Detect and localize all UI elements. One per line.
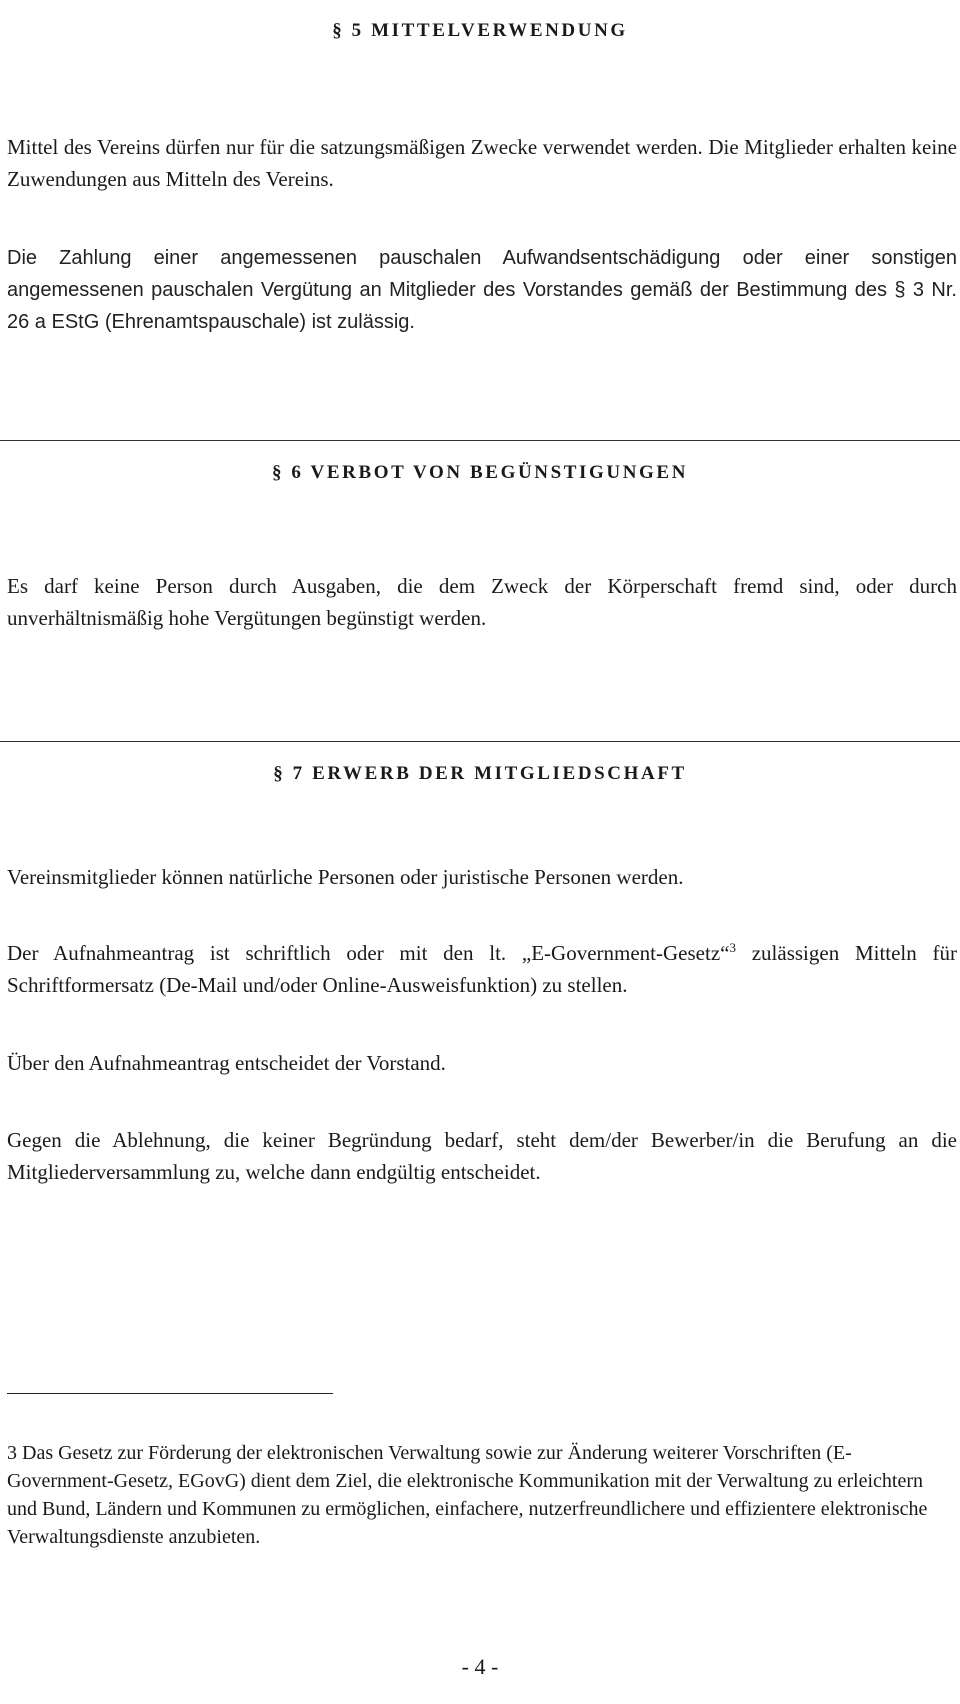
footnote-reference[interactable]: 3 [729,940,736,955]
section-7-paragraph-3: Über den Aufnahmeantrag entscheidet der Vorstand. [7,1051,446,1075]
section-7-paragraph-1: Vereinsmitglieder können natürliche Personen oder juristische Personen werden. [7,865,684,889]
section-6-paragraph-1: Es darf keine Person durch Ausgaben, die dem Zweck der Körperschaft fremd sind, oder durch unverhältnismäßig hohe Vergütungen begünstigt werden. [7,574,957,630]
paragraph-text-part-2: zulässigen Mitteln für Schriftformersatz (De-Mail und/oder Online-Ausweisfunktion) zu stellen. [7,941,957,997]
paragraph-text-part-1: Der Aufnahmeantrag ist schriftlich oder mit den lt. „E-Government-Gesetz“ [7,941,730,965]
section-5-heading: § 5 MITTELVERWENDUNG [332,20,628,41]
section-divider [0,741,960,742]
footnote-marker: 3 [7,1442,17,1464]
section-divider [0,440,960,441]
section-7-heading: § 7 ERWERB DER MITGLIEDSCHAFT [273,763,687,784]
page-number: - 4 - [461,1654,499,1679]
section-7-paragraph-4: Gegen die Ablehnung, die keiner Begründung bedarf, steht dem/der Bewerber/in die Berufung an die Mitgliederversammlung zu, welche dann endgültig entscheidet. [7,1128,957,1184]
footnote-text: Das Gesetz zur Förderung der elektronischen Verwaltung sowie zur Änderung weiterer Vorschriften (E-Government-Gesetz, EGovG) dient dem Ziel, die elektronische Kommunikation mit der Verwaltung zu erleichtern und Bund, Ländern und Kommunen zu ermöglichen, einfachere, nutzerfreundlichere und effizientere elektronische Verwaltungsdienste anzubieten. [7,1442,928,1548]
section-5-paragraph-1: Mittel des Vereins dürfen nur für die satzungsmäßigen Zwecke verwendet werden. Die Mitglieder erhalten keine Zuwendungen aus Mitteln des Vereins. [7,135,957,191]
section-5-paragraph-2: Die Zahlung einer angemessenen pauschalen Aufwandsentschädigung oder einer sonstigen angemessenen pauschalen Vergütung an Mitglieder des Vorstandes gemäß der Bestimmung des § 3 Nr. 26 a EStG (Ehrenamtspauschale) ist zulässig. [7,247,957,333]
footnote-separator [7,1393,333,1394]
section-7-paragraph-2 [7,937,957,1001]
footnote [7,1439,947,1551]
section-6-heading: § 6 VERBOT VON BEGÜNSTIGUNGEN [271,462,689,483]
